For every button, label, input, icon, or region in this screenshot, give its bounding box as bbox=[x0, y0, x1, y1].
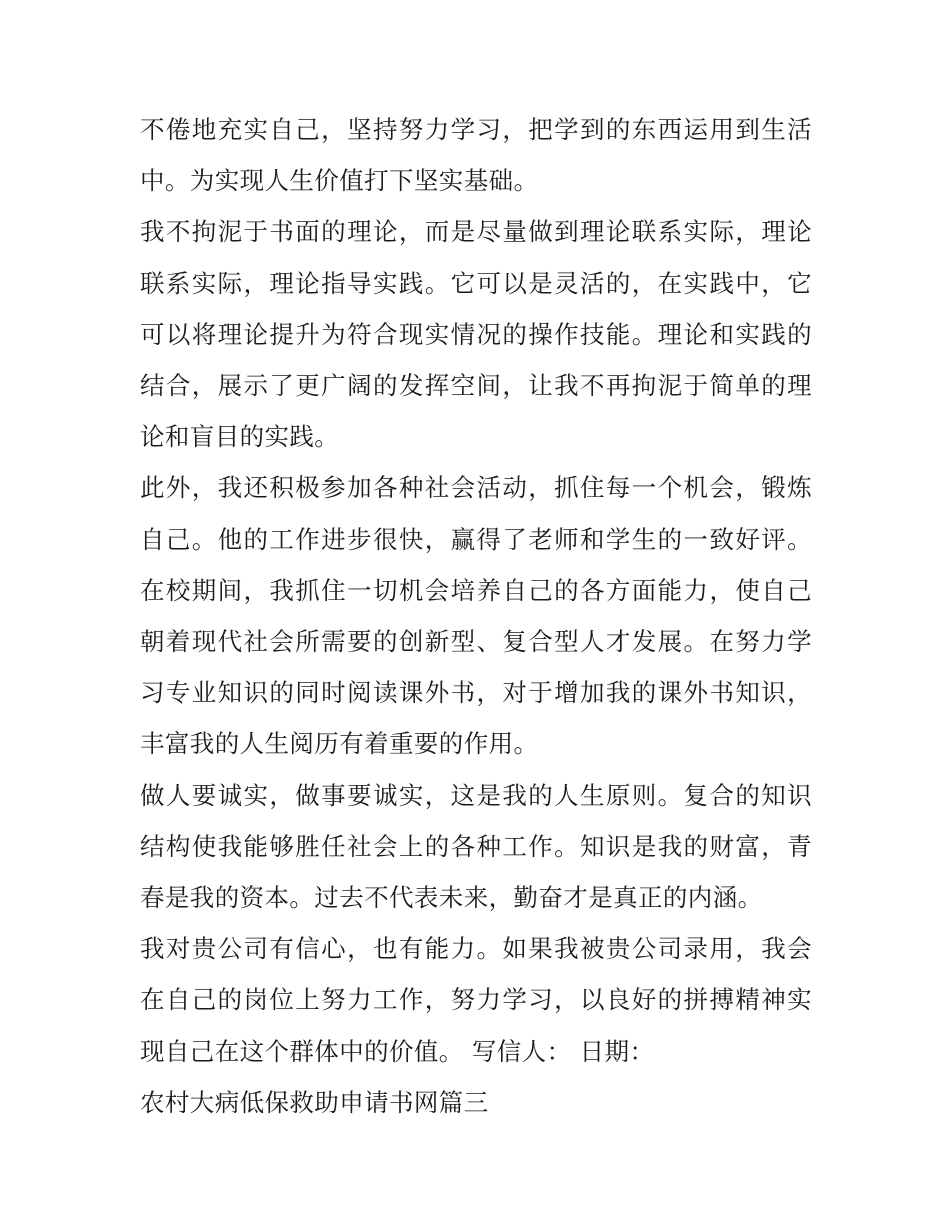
document-body bbox=[140, 104, 812, 1128]
paragraph-2: 我不拘泥于书面的理论，而是尽量做到理论联系实际，理论联系实际，理论指导实践。它可以是灵活的，在实践中，它可以将理论提升为符合现实情况的操作技能。理论和实践的结合，展示了更广阔的发挥空间，让我不再拘泥于简单的理论和盲目的实践。 bbox=[140, 217, 812, 452]
paragraph-5: 我对贵公司有信心，也有能力。如果我被贵公司录用，我会在自己的岗位上努力工作，努力学习，以良好的拼搏精神实现自己在这个群体中的价值。 写信人： 日期： bbox=[140, 934, 812, 1066]
paragraph-3: 此外，我还积极参加各种社会活动，抓住每一个机会，锻炼自己。他的工作进步很快，赢得了老师和学生的一致好评。在校期间，我抓住一切机会培养自己的各方面能力，使自己朝着现代社会所需要的创新型、复合型人才发展。在努力学习专业知识的同时阅读课外书，对于增加我的课外书知识，丰富我的人生阅历有着重要的作用。 bbox=[140, 473, 812, 759]
paragraph-1: 不倦地充实自己，坚持努力学习，把学到的东西运用到生活中。为实现人生价值打下坚实基础。 bbox=[140, 115, 812, 196]
paragraph-4: 做人要诚实，做事要诚实，这是我的人生原则。复合的知识结构使我能够胜任社会上的各种工作。知识是我的财富，青春是我的资本。过去不代表未来，勤奋才是真正的内涵。 bbox=[140, 780, 812, 913]
section-title: 农村大病低保救助申请书网篇三 bbox=[140, 1087, 489, 1117]
